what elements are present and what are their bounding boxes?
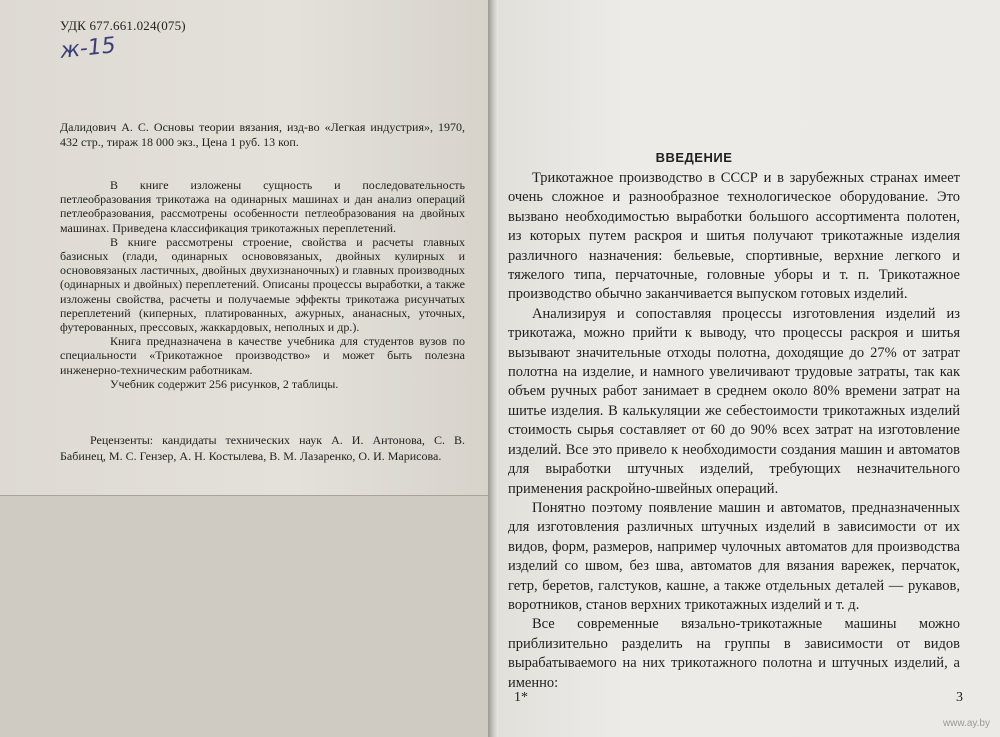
abstract — [60, 178, 465, 391]
body-paragraph: Все современные вязально-трикотажные машины можно приблизительно разделить на группы в зависимости от видов вырабатываемого на них трикотажного полотна и штучных изделий, а именно: — [508, 616, 960, 691]
signature-mark: 1* — [514, 690, 528, 705]
watermark: www.ay.by — [942, 718, 990, 729]
body-paragraph: Трикотажное производство в СССР и в зарубежных странах имеет очень сложное и разнообразное технологическое оборудование. Это вызвано необходимостью выработки большого ассортимента полотен, из которых путем раскроя и шитья получают трикотажные изделия различного назначения: бельевые, спортивные, верхние легкого и тяжелого типа, перчаточные, головные уборы и т. п. Трикотажное производство обычно заканчивается выпуском готовых изделий. — [508, 170, 960, 303]
endpaper — [0, 495, 488, 737]
abstract-paragraph: В книге рассмотрены строение, свойства и расчеты главных базисных (глади, одинарных основовязаных, двойных кулирных и основовязаных ластичных, двойных двухизнаночных) и главных производных (одинарных и двойных) переплетений. Описаны процессы выработки, а также изложены свойства, расчеты и получаемые эффекты трикотажа рисунчатых переплетений (киперных, платированных, ажурных, ананасных, уточных, футерованных, прессовых, жаккардовых, неполных и др.). — [60, 234, 465, 335]
abstract-paragraph: Учебник содержит 256 рисунков, 2 таблицы. — [110, 376, 339, 391]
handwritten-note: ж-15 — [58, 33, 117, 64]
introduction-text — [508, 169, 960, 693]
left-page — [0, 0, 488, 737]
reviewers: Рецензенты: кандидаты технических наук А. И. Антонова, С. В. Бабинец, М. С. Гензер, А. Н. Костылева, В. М. Лазаренко, О. И. Марисова. — [60, 433, 465, 463]
abstract-paragraph: Книга предназначена в качестве учебника для студентов вузов по специальности «Трикотажное производство» и может быть полезна инженерно-техническим работникам. — [60, 334, 465, 377]
bibliographic-entry: Далидович А. С. Основы теории вязания, изд-во «Легкая индустрия», 1970, 432 стр., тираж 18 000 экз., Цена 1 руб. 13 коп. — [60, 120, 465, 149]
body-paragraph: Понятно поэтому появление машин и автоматов, предназначенных для изготовления различных штучных изделий в зависимости от их видов, форм, размеров, например чулочных автоматов для производства изделий со швом, без шва, автоматов для вязания варежек, перчаток, гетр, беретов, галстуков, кашне, а также отдельных деталей — рукавов, воротников, станов верхних трикотажных изделий и т. д. — [508, 499, 960, 613]
body-paragraph: Анализируя и сопоставляя процессы изготовления изделий из трикотажа, можно прийти к выводу, что процессы раскроя и шитья вызывают значительные отходы полотна, доходящие до 27% от затрат полотна на изделие, и намного увеличивают трудовые затраты, так как объем ручных работ занимает в среднем около 80% времени затрат на шитье изделия. В калькуляции же себестоимости трикотажных изделий стоимость сырья составляет от 60 до 90% всех затрат на изготовление изделий. Все это привело к необходимости создания машин и автоматов для выработки штучных изделий, требующих незначительного применения раскройно-швейных операций. — [508, 305, 960, 497]
book-gutter — [488, 0, 498, 737]
chapter-title: ВВЕДЕНИЕ — [655, 150, 733, 165]
abstract-paragraph: В книге изложены сущность и последовательность петлеобразования трикотажа на одинарных машинах и дан анализ операций петлеобразования, рассмотрены особенности петлеобразования на двойных машинах. Приведена классификация трикотажных переплетений. — [60, 178, 465, 235]
page-number: 3 — [956, 690, 963, 705]
udk-code: УДК 677.661.024(075) — [60, 18, 186, 33]
